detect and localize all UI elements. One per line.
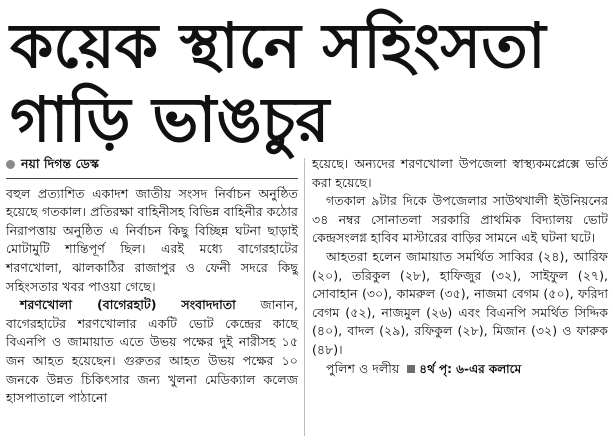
right-paragraph-4 (312, 360, 608, 379)
bullet-icon (6, 160, 15, 169)
byline-rule (6, 178, 298, 179)
square-bullet-icon (407, 365, 415, 373)
continued-on-page[interactable]: ৪র্থ পৃ: ৬-এর কলামে (419, 361, 522, 376)
right-paragraph-3: আহতরা হলেন জামায়াত সমর্থিত সাব্বির (২৪), আরিফ (২০), তরিকুল (২৮), হাফিজুর (৩২), সাইফুল (২৭), সোবাহান (৩০), কামরুল (৩৫), নাজমা বেগম (৫০), ফরিদা বেগম (৫২), নাজমুল (২৬) এবং বিএনপি সমর্থিত সিদ্দিক (৪০), বাদল (২৯), রফিকুল (২৮), মিজান (৩২) ও ফারুক (৪৮)। (312, 248, 608, 357)
right-paragraph-2: গতকাল ৯টার দিকে উপজেলার সাউথখালী ইউনিয়নের ৩৪ নম্বর সোনাতলা সরকারি প্রাথমিক বিদ্যালয় ভোট কেন্দ্রসংলগ্ন হাবিব মাস্টারের বাড়ির সামনে এই ঘটনা ঘটে। (312, 193, 608, 246)
right-paragraph-1: হয়েছে। অন্যদের শরণখোলা উপজেলা স্বাস্থ্যকমপ্লেক্সে ভর্তি করা হয়েছে। (312, 156, 608, 190)
byline-text: নয়া দিগন্ত ডেস্ক (21, 156, 99, 171)
column-divider (304, 158, 305, 436)
left-paragraph-2 (6, 296, 298, 408)
byline (6, 155, 298, 174)
dateline: শরণখোলা (বাগেরহাট) সংবাদদাতা (20, 297, 236, 313)
right-column (312, 155, 608, 378)
headline-line-1: কয়েক স্থানে সহিংসতা (10, 9, 546, 82)
tail-text: পুলিশ ও দলীয় (326, 360, 400, 376)
left-column (6, 155, 298, 408)
left-paragraph-1: বহুল প্রত্যাশিত একাদশ জাতীয় সংসদ নির্বাচন অনুষ্ঠিত হয়েছে গতকাল। প্রতিরক্ষা বাহিনীসহ বিভিন্ন বাহিনীর কঠোর নিরাপত্তায় অনুষ্ঠিত এ নির্বাচন কিছু বিচ্ছিন্ন ঘটনা ছাড়াই মোটামুটি শান্তিপূর্ণ ছিল। এরই মধ্যে বাগেরহাটের শরণখোলা, ঝালকাঠির রাজাপুর ও ফেনী সদরে কিছু সহিংসতার খবর পাওয়া গেছে। (6, 185, 298, 294)
headline-line-2: গাড়ি ভাঙচুর (10, 83, 330, 156)
left-paragraph-2-text: জানান, বাগেরহাটের শরণখোলার একটি ভোট কেন্দ্রের কাছে বিএনপি ও জামায়াত এতে উভয় পক্ষের দুই নারীসহ ১৫ জন আহত হয়েছেন। গুরুতর আহত উভয় পক্ষের ১০ জনকে উন্নত চিকিৎসার জন্য খুলনা মেডিক্যাল কলেজ হাসপাতালে পাঠানো (6, 297, 298, 406)
